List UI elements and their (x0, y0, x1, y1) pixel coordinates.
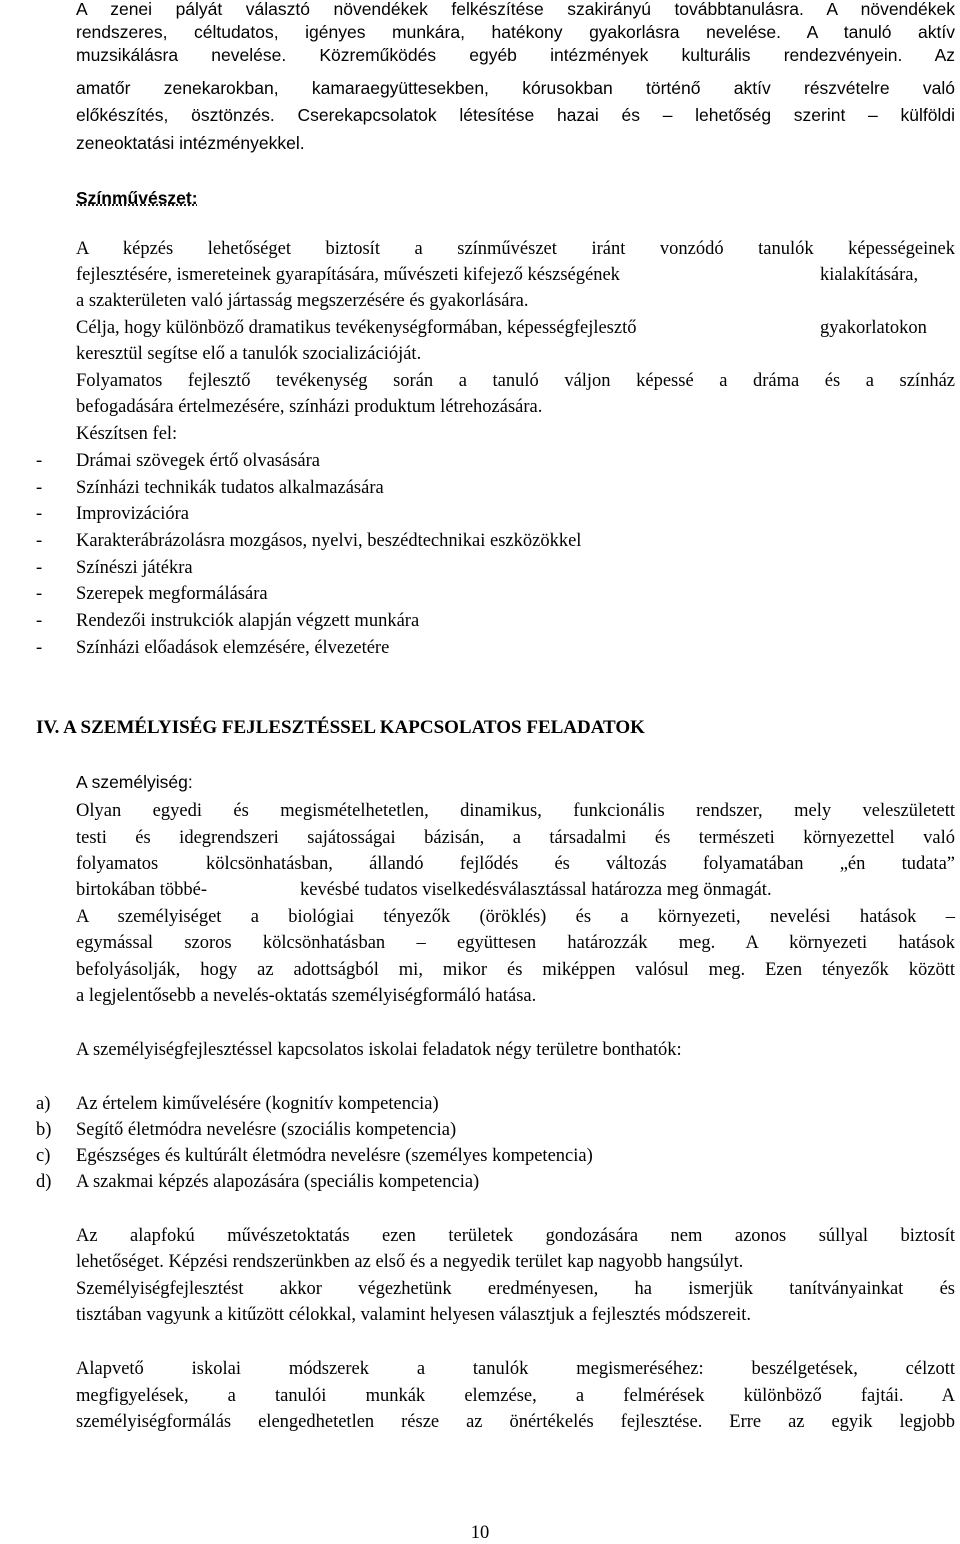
list-label: a) (36, 1094, 51, 1114)
text-line: rendszeres, céltudatos, igényes munkára, hatékony gyakorlásra nevelése. A tanuló aktív (76, 22, 955, 42)
text-line: a legjelentősebb a nevelés-oktatás személyiségformáló hatása. (76, 986, 537, 1006)
list-item: a) Az értelem kiművelésére (kognitív kompetencia) (36, 1094, 439, 1114)
list-item: - Színházi előadások elemzésére, élvezetére (36, 638, 390, 658)
dash-marker: - (36, 504, 43, 524)
text-line: befolyásolják, hogy az adottságból mi, mikor és miképpen valósul meg. Ezen tényezők között (76, 960, 955, 980)
dash-marker: - (36, 478, 43, 498)
list-item: - Rendezői instrukciók alapján végzett munkára (36, 611, 420, 631)
list-label: d) (36, 1172, 52, 1192)
dash-marker: - (36, 584, 43, 604)
dash-marker: - (36, 558, 43, 578)
text-line: a szakterületen való jártasság megszerzésére és gyakorlására. (76, 291, 529, 311)
text-line: Célja, hogy különböző dramatikus tevékenységformában, képességfejlesztő (76, 318, 637, 338)
dash-marker: - (36, 638, 43, 658)
text-line: egymással szoros kölcsönhatásban – együttesen határozzák meg. A környezeti hatások (76, 933, 955, 953)
text-line: keresztül segítse elő a tanulók szocializációját. (76, 344, 422, 364)
text-line: Készítsen fel: (76, 424, 178, 444)
dash-marker: - (36, 611, 43, 631)
subheading: A személyiség: (76, 772, 193, 792)
dash-marker: - (36, 451, 43, 471)
list-label: c) (36, 1146, 51, 1166)
dash-marker: - (36, 531, 43, 551)
text-line: megfigyelések, a tanulói munkák elemzése, a felmérések különböző fajtái. A (76, 1386, 955, 1406)
text-line: befogadására értelmezésére, színházi produktum létrehozására. (76, 397, 543, 417)
list-item: - Drámai szövegek értő olvasására (36, 451, 320, 471)
text-line: előkészítés, ösztönzés. Cserekapcsolatok létesítése hazai és – lehetőség szerint – külföldi (76, 105, 955, 125)
text-line: Alapvető iskolai módszerek a tanulók megismeréséhez: beszélgetések, célzott (76, 1359, 955, 1379)
list-item: - Szerepek megformálására (36, 584, 268, 604)
list-item: - Színházi technikák tudatos alkalmazására (36, 478, 384, 498)
text-line: A zenei pályát választó növendékek felkészítése szakirányú továbbtanulásra. A növendékek (76, 0, 955, 19)
list-label: b) (36, 1120, 52, 1140)
chapter-title: IV. A SZEMÉLYISÉG FEJLESZTÉSSEL KAPCSOLATOS FELADATOK (36, 717, 645, 738)
text-line: testi és idegrendszeri sajátosságai bázisán, a társadalmi és természeti környezettel való (76, 828, 955, 848)
list-item: b) Segítő életmódra nevelésre (szociális kompetencia) (36, 1120, 457, 1140)
text-line: fejlesztésére, ismereteinek gyarapítására, művészeti kifejező készségének (76, 265, 620, 285)
text-line: tisztában vagyunk a kitűzött célokkal, valamint helyesen választjuk a fejlesztés módszereit. (76, 1305, 752, 1325)
text-line: kevésbé tudatos viselkedésválasztással határozza meg önmagát. (300, 880, 772, 900)
list-item: c) Egészséges és kultúrált életmódra nevelésre (személyes kompetencia) (36, 1146, 593, 1166)
text-line: muzsikálásra nevelése. Közreműködés egyéb intézmények kulturális rendezvényein. Az (76, 45, 955, 65)
text-line: zeneoktatási intézményekkel. (76, 133, 305, 153)
text-line: birtokában többé- (76, 880, 207, 900)
list-item: - Improvizációra (36, 504, 189, 524)
page-number: 10 (470, 1523, 490, 1543)
text-line: Olyan egyedi és megismételhetetlen, dinamikus, funkcionális rendszer, mely veleszületett (76, 801, 955, 821)
text-line: személyiségformálás elengedhetetlen része az önértékelés fejlesztése. Erre az egyik legjobb (76, 1412, 955, 1432)
text-line: amatőr zenekarokban, kamaraegyüttesekben, kórusokban történő aktív részvételre való (76, 78, 955, 98)
intro-line: A személyiségfejlesztéssel kapcsolatos iskolai feladatok négy területre bonthatók: (76, 1040, 682, 1060)
text-line: Az alapfokú művészetoktatás ezen területek gondozására nem azonos súllyal biztosít (76, 1226, 955, 1246)
text-line: A személyiséget a biológiai tényezők (öröklés) és a környezeti, nevelési hatások – (76, 907, 955, 927)
text-line: Folyamatos fejlesztő tevékenység során a tanuló váljon képessé a dráma és a színház (76, 371, 955, 391)
text-line: gyakorlatokon (820, 318, 927, 338)
text-line: folyamatos (76, 854, 159, 874)
text-line: lehetőséget. Képzési rendszerünkben az első és a negyedik terület kap nagyobb hangsúlyt. (76, 1252, 744, 1272)
text-line: kölcsönhatásban, állandó fejlődés és változás folyamatában „én tudata” (206, 854, 955, 874)
text-line: kialakítására, (820, 265, 919, 285)
list-item: - Színészi játékra (36, 558, 193, 578)
list-item: - Karakterábrázolásra mozgásos, nyelvi, beszédtechnikai eszközökkel (36, 531, 582, 551)
text-line: Személyiségfejlesztést akkor végezhetünk eredményesen, ha ismerjük tanítványainkat és (76, 1279, 955, 1299)
text-line: A képzés lehetőséget biztosít a színművészet iránt vonzódó tanulók képességeinek (76, 239, 955, 259)
list-item: d) A szakmai képzés alapozására (speciális kompetencia) (36, 1172, 480, 1192)
section-heading: Színművészet: (76, 188, 198, 208)
